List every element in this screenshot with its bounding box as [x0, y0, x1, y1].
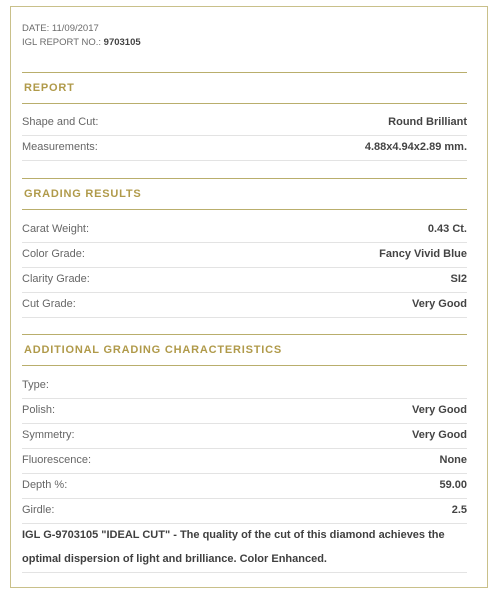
- row-label: Girdle:: [22, 504, 55, 516]
- note-divider: [22, 572, 467, 573]
- section-title-additional: ADDITIONAL GRADING CHARACTERISTICS: [24, 344, 282, 356]
- row-type: [22, 374, 467, 399]
- row-value: Round Brilliant: [388, 116, 467, 128]
- section-divider: [22, 178, 467, 179]
- row-label: Depth %:: [22, 479, 68, 491]
- row-label: Measurements:: [22, 141, 98, 153]
- row-value: Very Good: [411, 429, 467, 441]
- report-number: IGL REPORT NO.: 9703105: [22, 37, 141, 48]
- row-label: Type:: [22, 379, 49, 391]
- section-divider: [22, 365, 467, 366]
- row-value: 59.00: [439, 479, 467, 491]
- row-value: 0.43 Ct.: [427, 223, 467, 235]
- section-divider: [22, 334, 467, 335]
- row-value: Very Good: [411, 404, 467, 416]
- row-label: Carat Weight:: [22, 223, 90, 235]
- section-divider: [22, 209, 467, 210]
- row-label: Cut Grade:: [22, 298, 76, 310]
- row-label: Shape and Cut:: [22, 116, 99, 128]
- row-label: Fluorescence:: [22, 454, 92, 466]
- row-value: 2.5: [451, 504, 467, 516]
- row-girdle: [22, 499, 467, 524]
- row-value: None: [439, 454, 467, 466]
- row-value: Very Good: [411, 298, 467, 310]
- section-title-grading: GRADING RESULTS: [24, 188, 142, 200]
- row-label: Color Grade:: [22, 248, 85, 260]
- row-label: Symmetry:: [22, 429, 75, 441]
- row-color-grade: [22, 243, 467, 268]
- row-value: SI2: [450, 273, 467, 285]
- row-depth: [22, 474, 467, 499]
- row-value: 4.88x4.94x2.89 mm.: [364, 141, 467, 153]
- row-carat-weight: [22, 218, 467, 243]
- row-shape-and-cut: [22, 111, 467, 136]
- row-fluorescence: [22, 449, 467, 474]
- row-measurements: [22, 136, 467, 161]
- report-date: DATE: 11/09/2017: [22, 23, 99, 34]
- section-divider: [22, 72, 467, 73]
- row-symmetry: [22, 424, 467, 449]
- row-label: Clarity Grade:: [22, 273, 90, 285]
- row-clarity-grade: [22, 268, 467, 293]
- grading-comment: IGL G-9703105 "IDEAL CUT" - The quality of the cut of this diamond achieves the optimal dispersion of light and brilliance. Color Enhanced.: [22, 529, 445, 565]
- row-cut-grade: [22, 293, 467, 318]
- section-title-report: REPORT: [24, 82, 75, 94]
- report-meta: [22, 22, 141, 50]
- section-divider: [22, 103, 467, 104]
- row-value: Fancy Vivid Blue: [379, 248, 467, 260]
- row-polish: [22, 399, 467, 424]
- row-label: Polish:: [22, 404, 56, 416]
